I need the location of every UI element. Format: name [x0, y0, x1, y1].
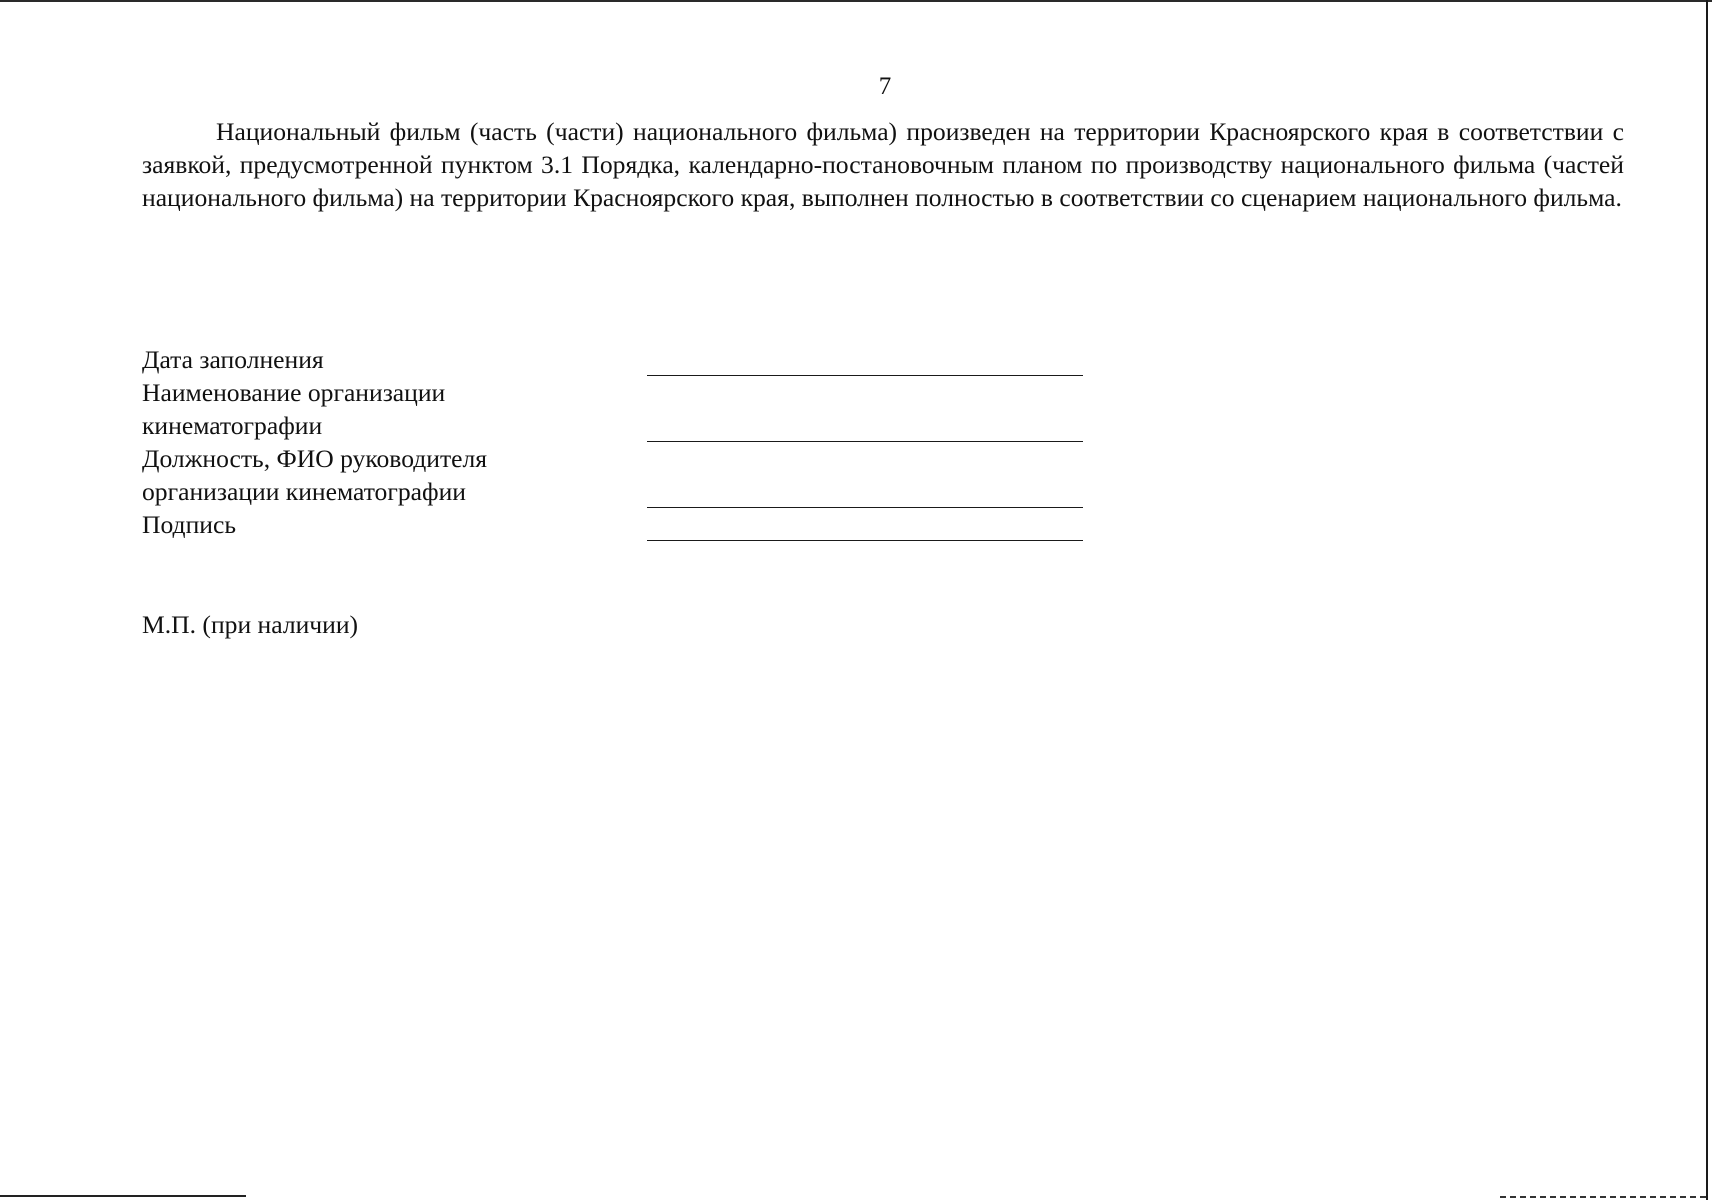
scan-top-border	[0, 0, 1712, 2]
body-paragraph: Национальный фильм (часть (части) национального фильма) произведен на территории Красноярского края в соответствии с заявкой, предусмотренной пунктом 3.1 Порядка, календарно-постановочным планом по производству национального фильма (частей национального фильма) на территории Красноярского края, выполнен полностью в соответствии со сценарием национального фильма.	[142, 117, 1624, 212]
stamp-note: М.П. (при наличии)	[142, 610, 359, 639]
scan-bottom-right-border	[1500, 1196, 1706, 1200]
date-label: Дата заполнения	[142, 345, 324, 374]
signature-field[interactable]	[647, 514, 1083, 541]
head-position-name-label: Должность, ФИО руководителя организации кинематографии	[142, 444, 488, 506]
page-number: 7	[878, 73, 892, 100]
scan-right-border	[1706, 0, 1708, 1200]
organization-name-field[interactable]	[647, 415, 1083, 442]
date-field[interactable]	[647, 349, 1083, 376]
signature-label: Подпись	[142, 510, 236, 539]
organization-name-label: Наименование организации кинематографии	[142, 378, 446, 440]
scan-bottom-left-border	[0, 1195, 246, 1197]
head-position-name-field[interactable]	[647, 481, 1083, 508]
